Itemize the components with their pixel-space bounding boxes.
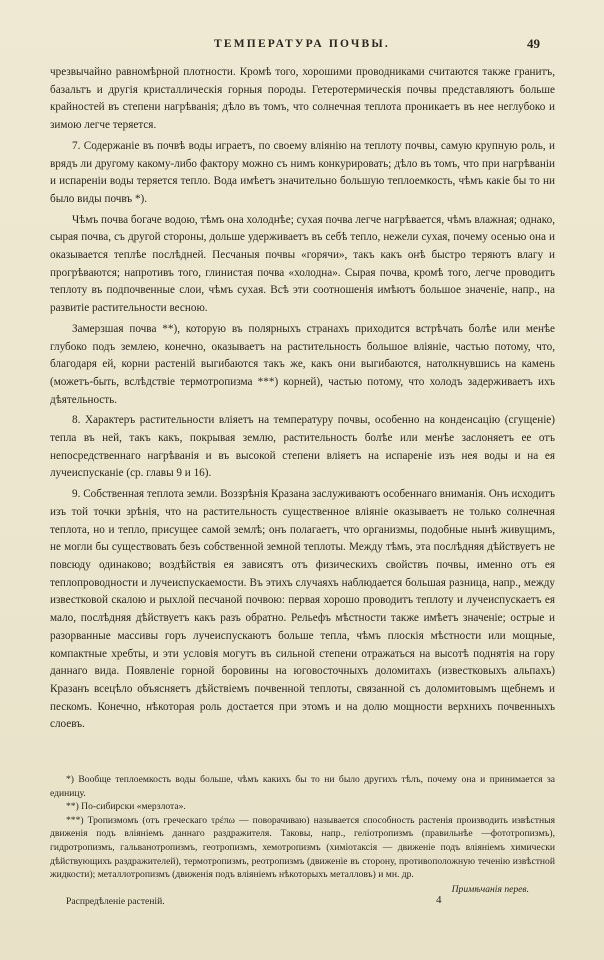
footnote: ***) Тропизмомъ (отъ греческаго τρέπω — поворачиваю) называется способность растенія производить извѣстныя движенія подъ вліяніемъ даннаго раздражителя. Таковы, напр., геліотропизмъ (правильнѣе —фототропизмъ), гидротропизмъ, гальванотропизмъ, геотропизмъ, хемотропизмъ (химіотаксія — движеніе подъ вліяніемъ химически дѣйствующихъ раздражителей), термотропизмъ, реотропизмъ (движеніе въ сторону, противоположную теченію извѣстной жидкости); металлотропизмъ (движенія подъ вліяніемъ нѣкоторыхъ металловъ) и мн. др. [50, 814, 555, 881]
paragraph: 7. Содержаніе въ почвѣ воды играетъ, по своему вліянію на теплоту почвы, самую крупную роль, и врядъ ли другому какому-либо фактору можно съ нимъ конкурировать; дѣло въ томъ, что при нагрѣваніи и испареніи воды теряется тепло. Вода имѣетъ значительно большую теплоемкость, чѣмъ какіе бы то ни было виды почвъ *). [50, 139, 555, 205]
footer-title: Распредѣленіе растеній. [66, 896, 165, 907]
footnote: *) Вообще теплоемкость воды больше, чѣмъ какихъ бы то ни было другихъ тѣлъ, почему она и принимается за единицу. [50, 774, 555, 799]
running-title: ТЕМПЕРАТУРА ПОЧВЫ. [214, 38, 390, 50]
footnote-signature: Примѣчанія перев. [451, 883, 529, 895]
footnotes [50, 773, 555, 896]
paragraph: Чѣмъ почва богаче водою, тѣмъ она холоднѣе; сухая почва легче нагрѣвается, чѣмъ влажная; однако, сырая почва, съ другой стороны, дольше удерживаетъ въ себѣ тепло, нежели сухая, почему осенью она и оказывается теплѣе послѣдней. Песчаныя почвы «горячи», такъ какъ онѣ быстро теряютъ влагу и прогрѣваются; напротивъ того, глинистая почва «холодна». Сырая почва, кромѣ того, легче проводитъ теплоту въ подпочвенные слои, чѣмъ сухая. Всѣ эти соотношенія имѣютъ большое значеніе, напр., на развитіе растительности весною. [50, 213, 555, 315]
paragraph: Замерзшая почва **), которую въ полярныхъ странахъ приходится встрѣчать болѣе или менѣе глубоко подъ землею, конечно, оказываетъ на растительность большое вліяніе, частью потому, что, благодаря ей, корни растеній выгибаются такъ же, какъ они выгибаются, натолкнувшись на камень (можетъ-быть, вслѣдствіе термотропизма ***) корней), частью потому, что холодъ задерживаетъ ихъ дѣятельность. [50, 322, 555, 406]
paragraph: 8. Характеръ растительности вліяетъ на температуру почвы, особенно на конденсацію (сгущеніе) тепла въ ней, такъ какъ, покрывая землю, растительность болѣе или менѣе заслоняетъ ее отъ непосредственнаго нагрѣванія и въ высокой степени вліяетъ на испареніе изъ нея воды и на ея лучеиспусканіе (ср. главы 9 и 16). [50, 414, 555, 480]
signature-mark: 4 [436, 894, 442, 906]
page-header [0, 38, 604, 56]
paragraph: чрезвычайно равномѣрной плотности. Кромѣ того, хорошими проводниками считаются также гранитъ, базальтъ и другія кристаллическія горныя породы. Гетеротермическія почвы представляютъ больше крайностей въ степени нагрѣванія; дѣло въ томъ, что солнечная теплота проникаетъ въ нее неглубоко и зимою легче теряется. [50, 66, 555, 132]
main-text [50, 64, 555, 734]
footnote: **) По-сибирски «мерзлота». [66, 801, 186, 813]
page-number: 49 [527, 36, 540, 51]
paragraph: 9. Собственная теплота земли. Воззрѣнія Кразана заслуживаютъ особеннаго вниманія. Онъ исходитъ изъ той точки зрѣнія, что на растительность существенное вліяніе оказываетъ не только солнечная теплота, но и тепло, присущее самой землѣ; онъ полагаетъ, что организмы, подобные нынѣ живущимъ, не могли бы существовать безъ собственной земной теплоты. Между тѣмъ, эта послѣдняя дѣйствуетъ не повсюду одинаково; воздѣйствія ея зависятъ отъ физическихъ свойствъ почвы, именно отъ ея теплопроводности и лучеиспускаемости. Въ этихъ случаяхъ наблюдается большая разница, напр., между известковой скалою и рыхлой песчаной почвою: первая хорошо проводитъ теплоту и лучеиспускаетъ ея мало, послѣдняя дѣйствуетъ какъ разъ обратно. Рельефъ мѣстности также имѣетъ значеніе; острые и разорванные массивы горъ лучеиспускаютъ больше тепла, чѣмъ плоскія мѣстности или мощные, компактные хребты, и эти условія могутъ въ сильной степени отражаться на высотѣ поднятія на гору даннаго вида. Появленіе горной боровины на юговосточныхъ доломитахъ (известковыхъ альпахъ) Кразанъ всецѣло объясняетъ дѣйствіемъ почвенной теплоты, связанной съ доломитовымъ щебнемъ и пескомъ. Конечно, нѣкоторая роль достается при этомъ и на долю мощности верхнихъ почвенныхъ слоевъ. [50, 488, 555, 731]
page-footer [0, 896, 604, 912]
